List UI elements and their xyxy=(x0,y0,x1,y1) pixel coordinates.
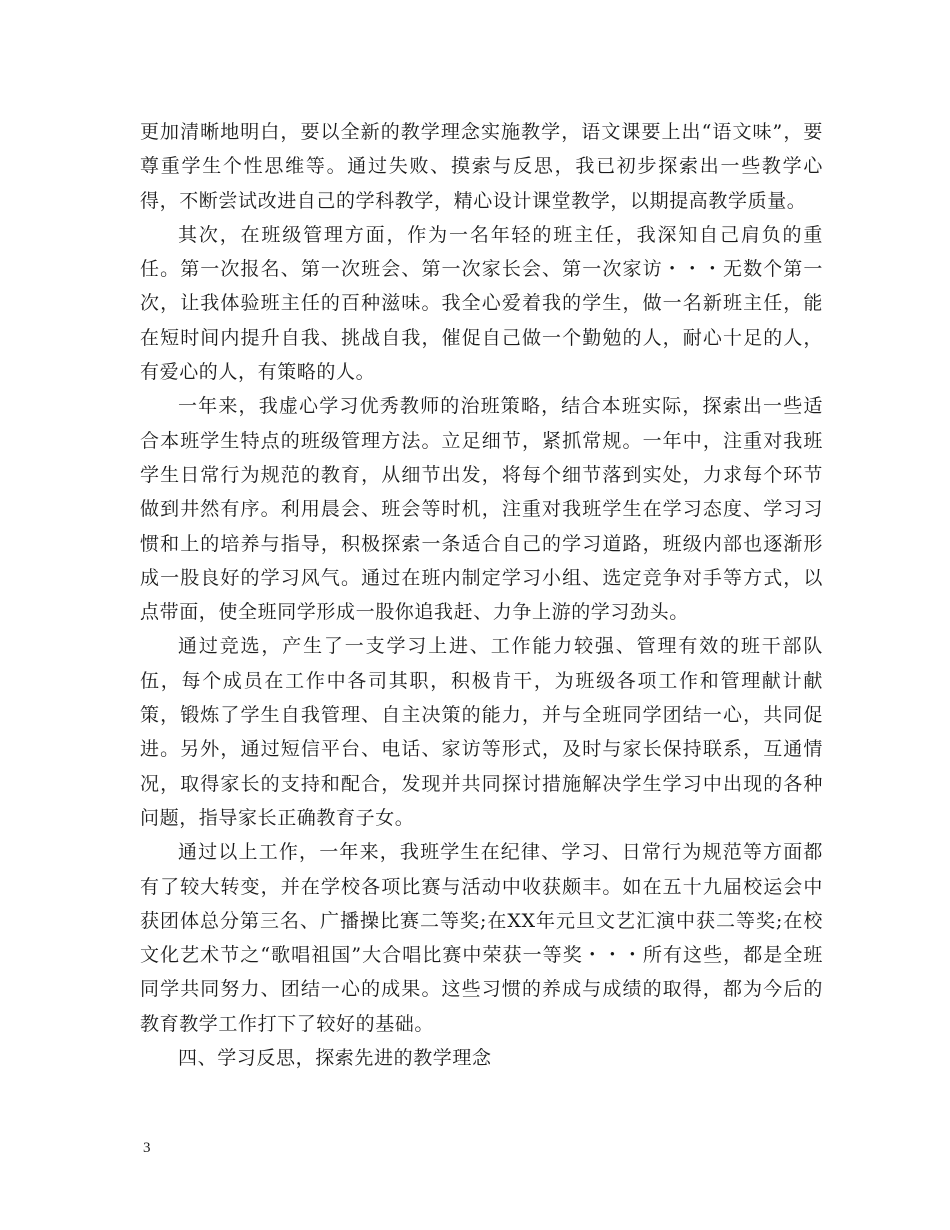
section-heading-learning-reflection: 四、学习反思，探索先进的教学理念 xyxy=(178,1047,492,1070)
paragraph-class-cadres: 通过竞选，产生了一支学习上进、工作能力较强、管理有效的班干部队伍，每个成员在工作中各司其职，积极肯干，为班级各项工作和管理献计献策，锻炼了学生自我管理、自主决策的能力，并与全班同学团结一心，共同促进。另外，通过短信平台、电话、家访等形式，及时与家长保持联系，互通情况，取得家长的支持和配合，发现并共同探讨措施解决学生学习中出现的各种问题，指导家长正确教育子女。 xyxy=(140,635,823,829)
page-number: 3 xyxy=(143,1140,151,1156)
document-body xyxy=(140,115,823,1075)
paragraph-achievements: 通过以上工作，一年来，我班学生在纪律、学习、日常行为规范等方面都有了较大转变，并在学校各项比赛与活动中收获颇丰。如在五十九届校运会中获团体总分第三名、广播操比赛二等奖;在XX年元旦文艺汇演中获二等奖;在校文化艺术节之“歌唱祖国”大合唱比赛中荣获一等奖・・・所有这些，都是全班同学共同努力、团结一心的成果。这些习惯的养成与成绩的取得，都为今后的教育教学工作打下了较好的基础。 xyxy=(140,841,823,1035)
paragraph-teaching-reflection: 更加清晰地明白，要以全新的教学理念实施教学，语文课要上出“语文味”，要尊重学生个性思维等。通过失败、摸索与反思，我已初步探索出一些教学心得，不断尝试改进自己的学科教学，精心设计课堂教学，以期提高教学质量。 xyxy=(140,121,823,212)
paragraph-management-methods: 一年来，我虚心学习优秀教师的治班策略，结合本班实际，探索出一些适合本班学生特点的班级管理方法。立足细节，紧抓常规。一年中，注重对我班学生日常行为规范的教育，从细节出发，将每个细节落到实处，力求每个环节做到井然有序。利用晨会、班会等时机，注重对我班学生在学习态度、学习习惯和上的培养与指导，积极探索一条适合自己的学习道路，班级内部也逐渐形成一股良好的学习风气。通过在班内制定学习小组、选定竞争对手等方式，以点带面，使全班同学形成一股你追我赶、力争上游的学习劲头。 xyxy=(140,395,823,624)
paragraph-class-management: 其次，在班级管理方面，作为一名年轻的班主任，我深知自己肩负的重任。第一次报名、第一次班会、第一次家长会、第一次家访・・・无数个第一次，让我体验班主任的百种滋味。我全心爱着我的学生，做一名新班主任，能在短时间内提升自我、挑战自我，催促自己做一个勤勉的人，耐心十足的人，有爱心的人，有策略的人。 xyxy=(140,223,823,384)
